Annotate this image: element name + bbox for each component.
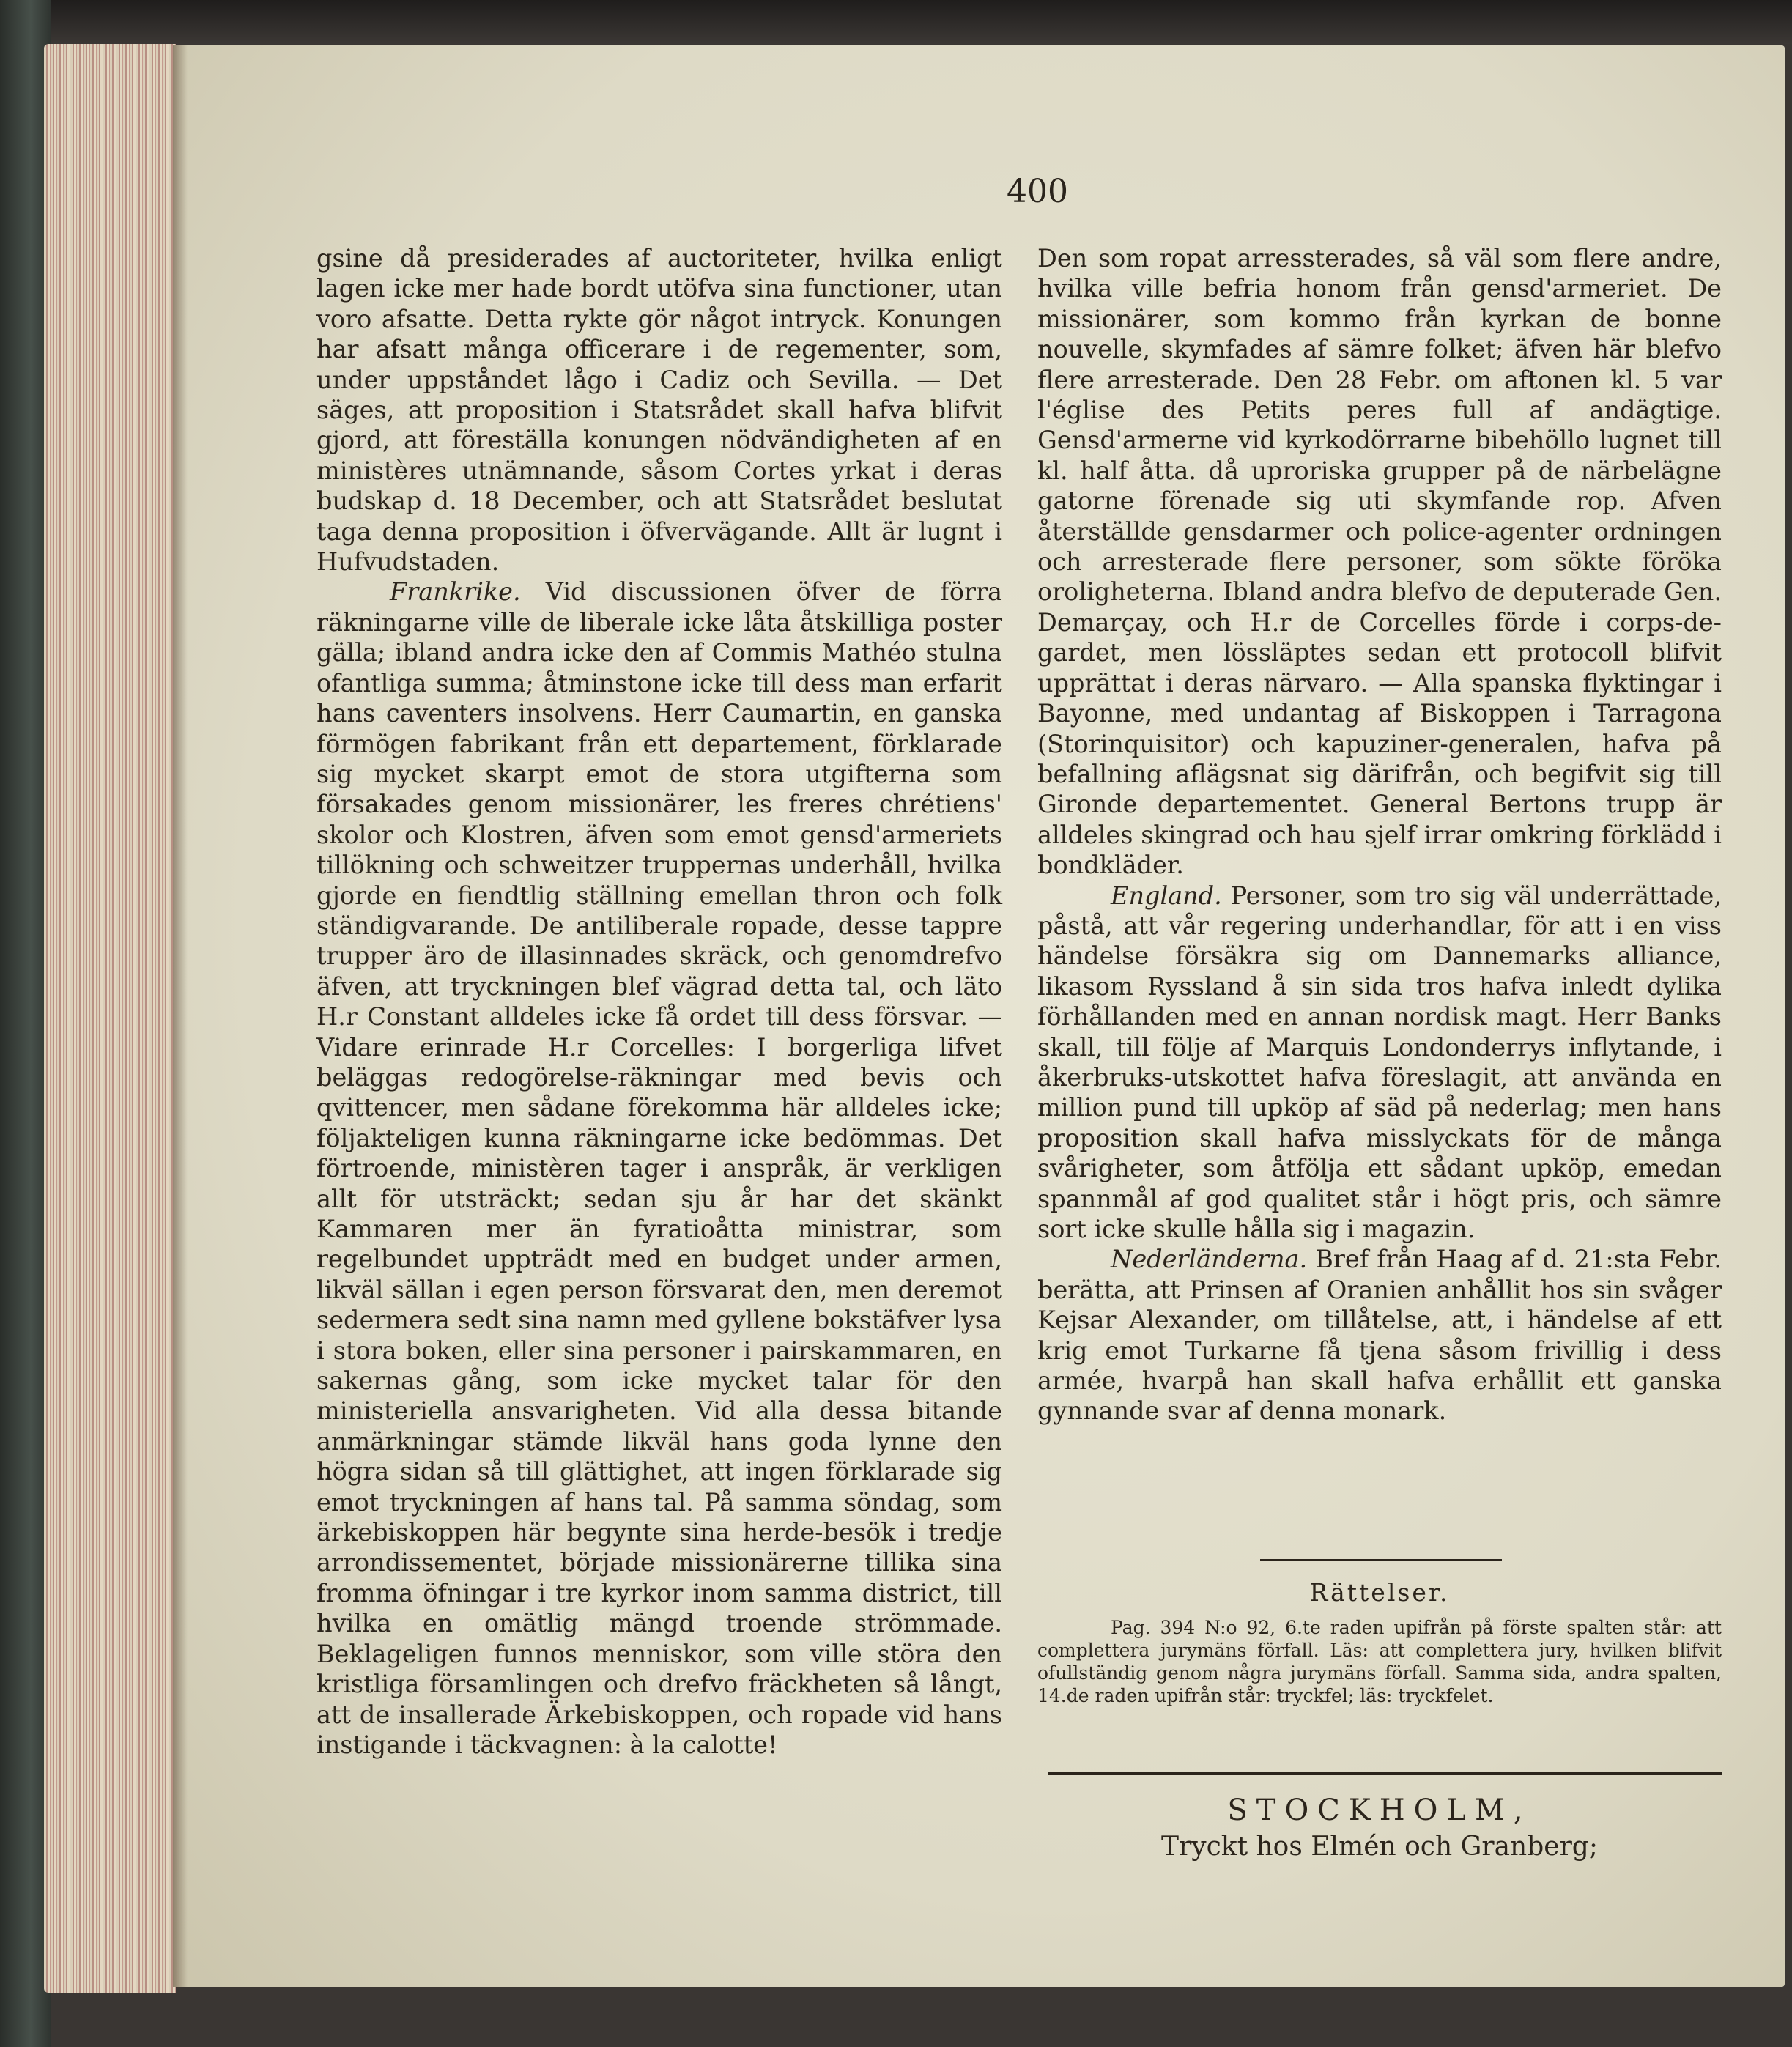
- right-paragraph-france-cont: Den som ropat arressterades, så väl som flere andre, hvilka ville befria honom från gensd'armeriet. De missionärer, som kommo från kyrkan de bonne nouvelle, skymfades af sämre folket; äfven här blefvo flere arresterade. Den 28 Febr. om aftonen kl. 5 var l'église des Petits peres full af andägtige. Gensd'armerne vid kyrkodörrarne bibehöllo lugnet till kl. half åtta. då uproriska grupper på de närbelägne gatorne förenade sig uti skymfande rop. Afven återställde gensdarmer och police-agenter ordningen och arresterade flere personer, som sökte föröka oroligheterna. Ibland andra blefvo de deputerade Gen. Demarçay, och H.r de Corcelles förde i corps-de-gardet, men lössläptes sedan ett protocoll blifvit upprättat i deras närvaro. — Alla spanska flyktingar i Bayonne, med undantag af Biskoppen i Tarragona (Storinquisitor) och kapuziner-generalen, hafva på befallning aflägsnat sig därifrån, och begifvit sig till Gironde departementet. General Bertons trupp är alldeles skingrad och hau sjelf irrar omkring förklädd i bondkläder.: [1037, 244, 1722, 880]
- section-heading-france: Frankrike.: [390, 577, 521, 607]
- section-heading-england: England.: [1111, 881, 1222, 910]
- divider-short: [1260, 1559, 1502, 1561]
- corrections-title: Rättelser.: [1309, 1578, 1450, 1607]
- section-heading-netherlands: Nederländerna.: [1111, 1245, 1308, 1274]
- left-paragraph-france: [316, 577, 1002, 1760]
- right-paragraph-england: [1037, 881, 1722, 1245]
- left-paragraph-spain: gsine då presiderades af auctoriteter, hvilka enligt lagen icke mer hade bordt utöfva sina functioner, utan voro afsatte. Detta rykte gör något intryck. Konungen har afsatt många officerare i de regementer, som, under uppståndet lågo i Cadiz och Sevilla. — Det säges, att proposition i Statsrådet skall hafva blifvit gjord, att föreställa konungen nödvändigheten af en ministères utnämnande, såsom Cortes yrkat i deras budskap d. 18 December, och att Statsrådet beslutat taga denna proposition i öfvervägande. Allt är lugnt i Hufvudstaden.: [316, 244, 1002, 577]
- page-gutter-shadow: [173, 45, 188, 1987]
- imprint-printer: Tryckt hos Elmén och Granberg;: [1161, 1832, 1598, 1862]
- page-edges: [44, 44, 176, 1993]
- imprint-city: STOCKHOLM,: [1227, 1794, 1532, 1827]
- corrections-block: [1037, 1616, 1722, 1707]
- divider-long: [1048, 1772, 1722, 1775]
- right-paragraph-netherlands: [1037, 1244, 1722, 1426]
- right-column: [1037, 243, 1722, 1426]
- england-text: Personer, som tro sig väl underrättade, påstå, att vår regering underhandlar, för att i en viss händelse försäkra sig om Dannemarks alliance, likasom Ryssland å sin sida tros hafva inledt dylika förhållanden med en annan nordisk magt. Herr Banks skall, till följe af Marquis Londonderrys inflytande, i åkerbruks-utskottet hafva föreslagit, att använda en million pund till upköp af säd på nederlag; men hans proposition skall hafva misslyckats för de många svårigheter, som åtfölja ett sådant upköp, emedan spannmål af god qualitet står i högt pris, och sämre sort icke skulle hålla sig i magazin.: [1037, 881, 1722, 1243]
- netherlands-text: Bref från Haag af d. 21:sta Febr. berätta, att Prinsen af Oranien anhållit hos sin svåger Kejsar Alexander, om tillåtelse, att, i händelse af ett krig emot Turkarne få tjena såsom frivillig i dess armée, hvarpå han skall hafva erhållit ett ganska gynnande svar af denna monark.: [1037, 1245, 1722, 1426]
- corrections-text: Pag. 394 N:o 92, 6.te raden upifrån på förste spalten står: att complettera jurymäns förfall. Läs: att complettera jury, hvilken blifvit ofullständig genom några jurymäns förfall. Samma sida, andra spalten, 14.de raden upifrån står: tryckfel; läs: tryckfelet.: [1037, 1617, 1722, 1706]
- left-column: [316, 243, 1002, 1760]
- page-number: 400: [1007, 173, 1068, 210]
- france-text: Vid discussionen öfver de förra räkningarne ville de liberale icke låta åtskilliga poster gälla; ibland andra icke den af Commis Mathéo stulna ofantliga summa; åtminstone icke till dess man erfarit hans caventers insolvens. Herr Caumartin, en ganska förmögen fabrikant från ett departement, förklarade sig mycket skarpt emot de stora utgifterna som försakades genom missionärer, les freres chrétiens' skolor och Klostren, äfven som emot gensd'armeriets tillökning och schweitzer truppernas underhåll, hvilka gjorde en fiendtlig ställning emellan thron och folk ständigvarande. De antiliberale ropade, desse tappre trupper äro de illasinnades skräck, och genomdrefvo äfven, att tryckningen blef vägrad detta tal, och läto H.r Constant alldeles icke få ordet till dess försvar. — Vidare erinrade H.r Corcelles: I borgerliga lifvet beläggas redogörelse-räkningar med bevis och qvittencer, men sådane förekomma här alldeles icke; följakteligen kunna räkningarne icke bedömmas. Det förtroende, ministèren tager i anspråk, är verkligen allt för utsträckt; sedan sju år har det skänkt Kammaren mer än fyratioåtta ministrar, som regelbundet uppträdt med en budget under armen, likväl sällan i egen person försvarat den, men deremot sedermera sedt sina namn med gyllene bokstäfver lysa i stora boken, eller sina personer i pairskammaren, en sakernas gång, som icke mycket talar för den ministeriella ansvarigheten. Vid alla dessa bitande anmärkningar stämde likväl hans goda lynne den högra sidan så till glättighet, att ingen förklarade sig emot tryckningen af hans tal. På samma söndag, som ärkebiskoppen här begynte sina herde-besök i tredje arrondissementet, började missionärerne tillika sina fromma öfningar i tre kyrkor inom samma district, till hvilka en omätlig mängd troende strömmade. Beklageligen funnos menniskor, som ville störa den kristliga församlingen och drefvo fräckheten så långt, att de insallerade Ärkebiskoppen, och ropade vid hans instigande i täckvagnen: à la calotte!: [316, 577, 1002, 1759]
- book-cover-top: [0, 0, 1792, 44]
